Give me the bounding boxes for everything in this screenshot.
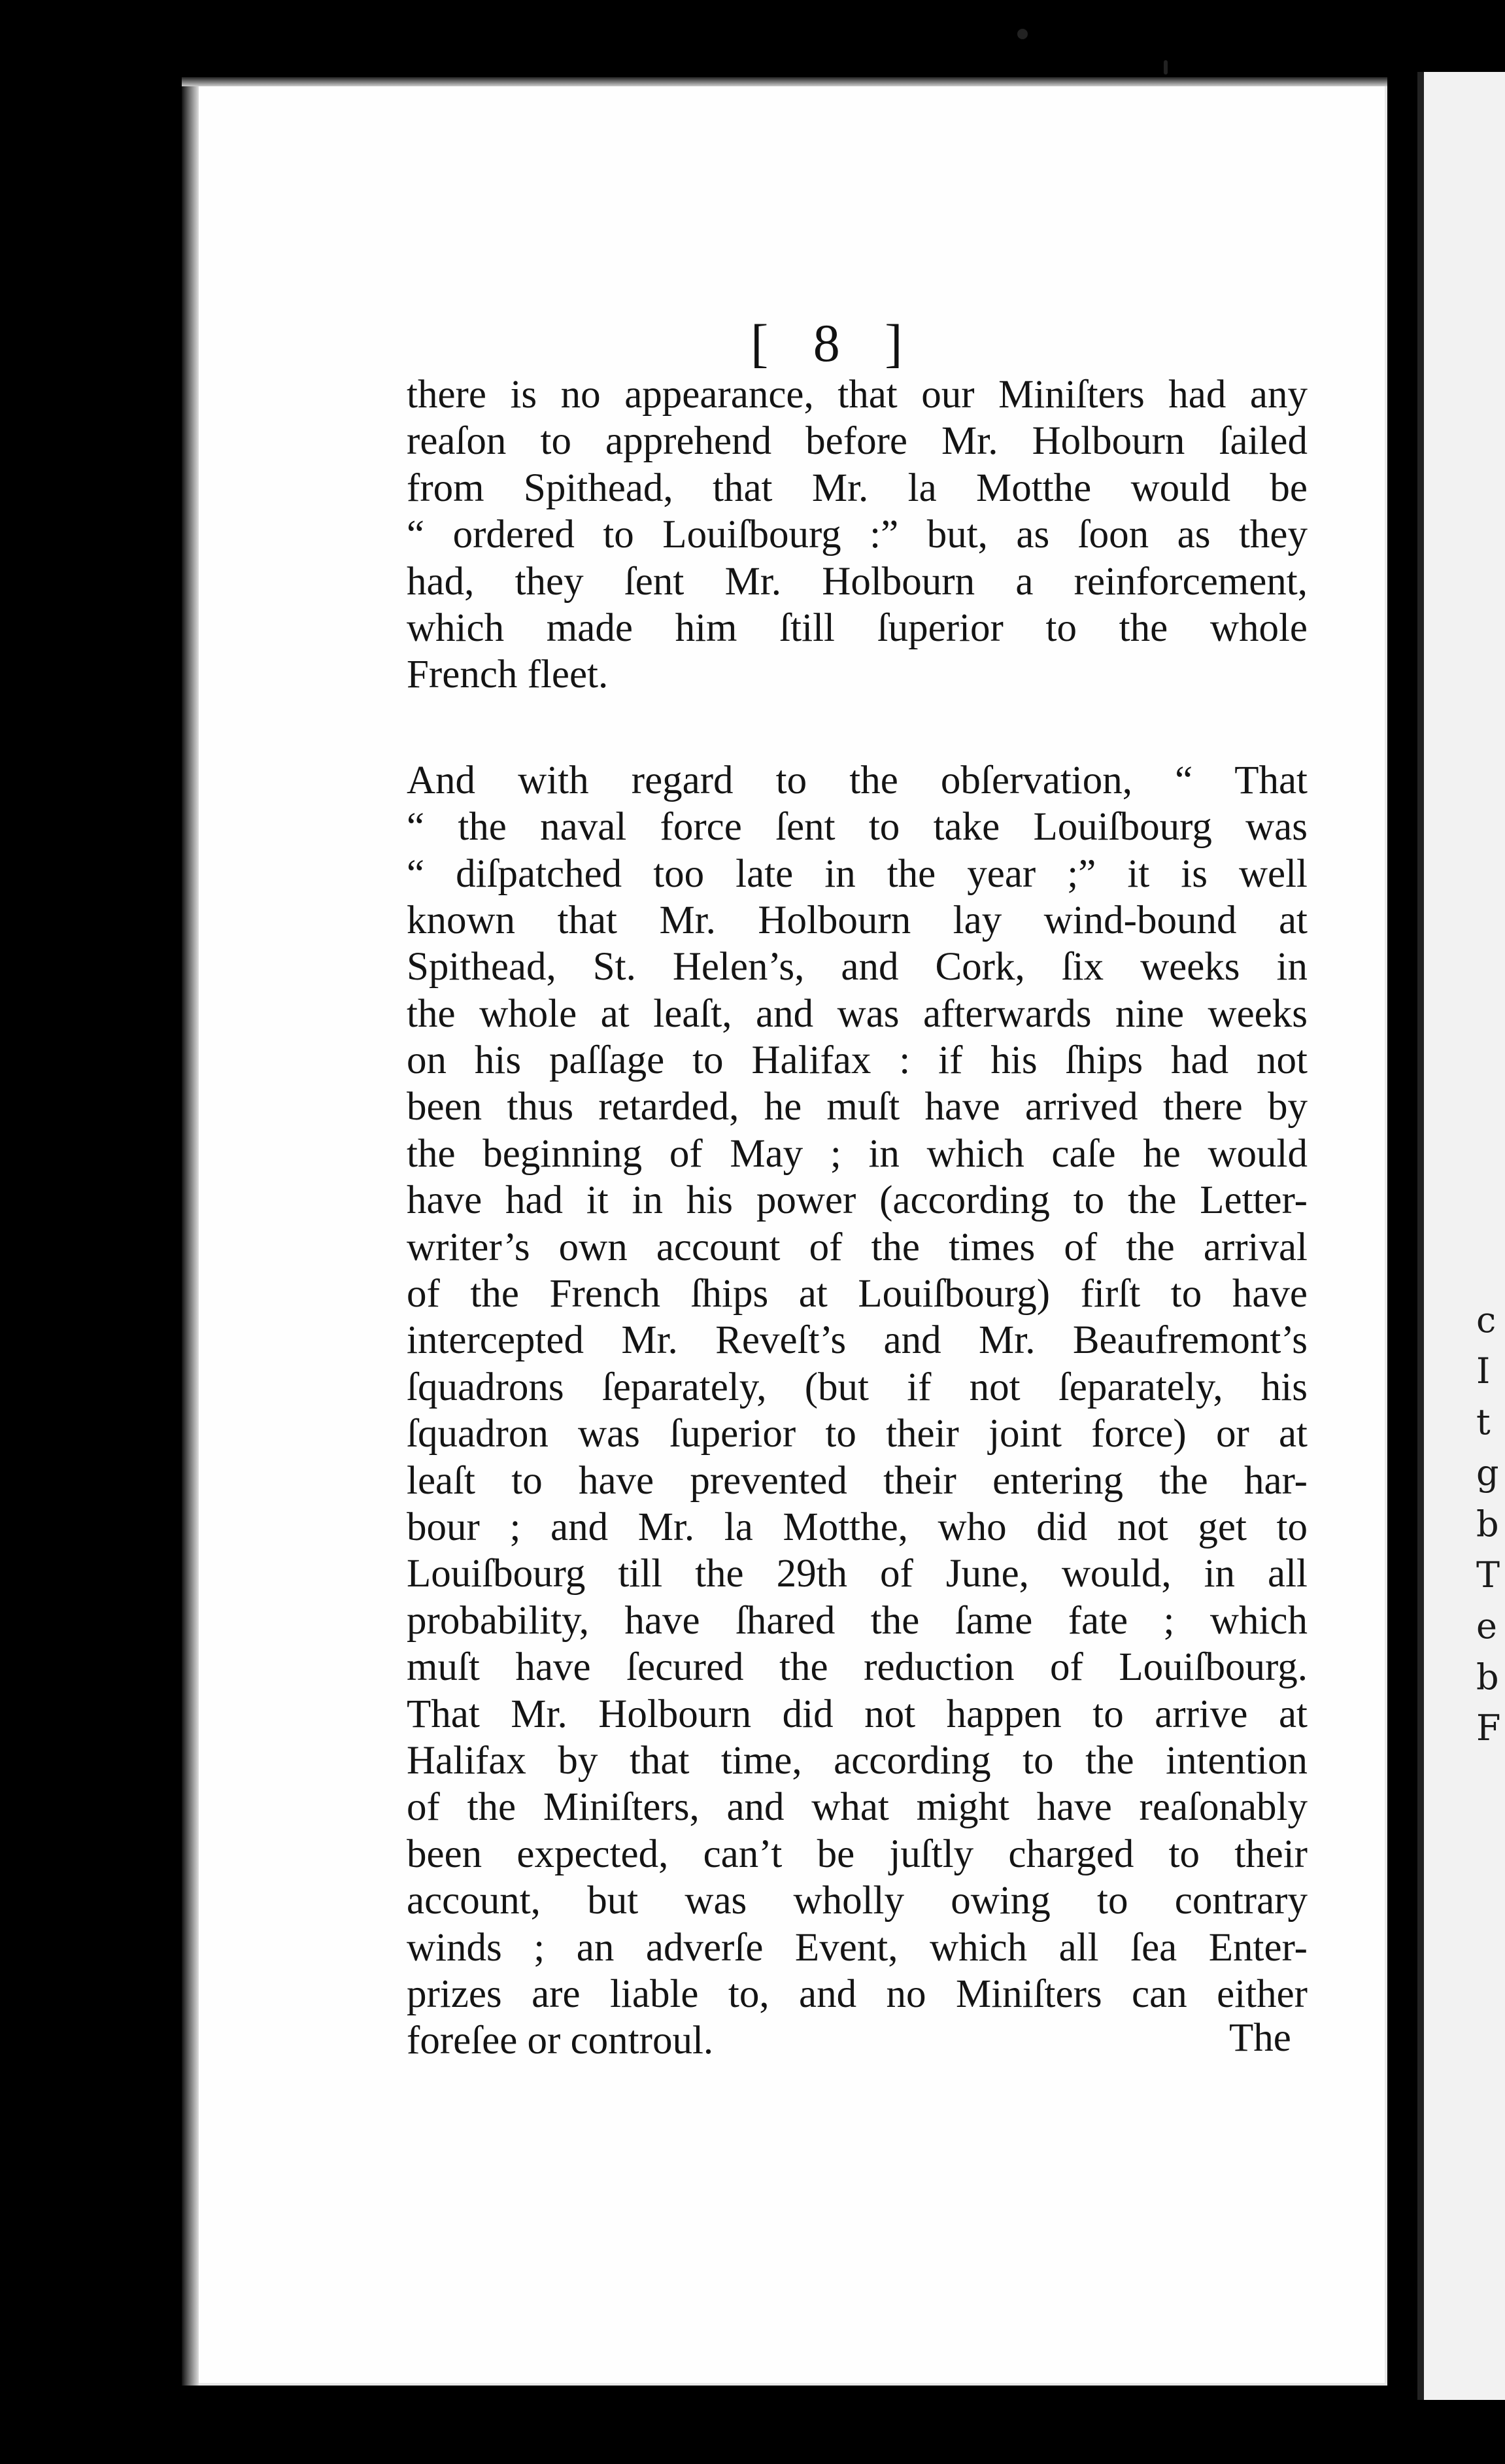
text-line: “ ordered to Louiſbourg :” but, as ſoon as they xyxy=(407,513,1308,557)
text-line: had, they ſent Mr. Holbourn a reinforcement, xyxy=(407,559,1308,604)
text-line: muſt have ſecured the reduction of Louiſbourg. xyxy=(407,1645,1308,1690)
text-line: foreſee or controul. xyxy=(407,2019,714,2063)
page-top-edge xyxy=(182,77,1387,86)
catchword: The xyxy=(1229,2016,1291,2060)
text-line: bour ; and Mr. la Motthe, who did not get to xyxy=(407,1505,1308,1549)
facing-page-glyph: T xyxy=(1476,1554,1500,1596)
facing-page-glyph: b xyxy=(1476,1503,1499,1545)
scan-speck xyxy=(1164,60,1168,75)
text-line: been thus retarded, he muſt have arrived there by xyxy=(407,1085,1308,1129)
body-text xyxy=(407,371,1308,2064)
text-line: reaſon to apprehend before Mr. Holbourn ſailed xyxy=(407,419,1308,464)
text-line: have had it in his power (according to the Letter- xyxy=(407,1178,1308,1223)
text-line: there is no appearance, that our Miniſters had any xyxy=(407,373,1308,417)
text-line: Halifax by that time, according to the intention xyxy=(407,1738,1308,1783)
facing-page-glyph: t xyxy=(1476,1401,1491,1443)
text-line: the beginning of May ; in which caſe he would xyxy=(407,1131,1308,1176)
text-line: French fleet. xyxy=(407,653,609,697)
paragraph-1 xyxy=(407,371,1308,698)
text-line: the whole at leaſt, and was afterwards nine weeks xyxy=(407,991,1308,1036)
facing-page-glyph: F xyxy=(1476,1707,1501,1749)
paragraph-2 xyxy=(407,757,1308,2064)
facing-page-glyph: g xyxy=(1476,1452,1499,1494)
text-line: winds ; an adverſe Event, which all ſea Enter- xyxy=(407,1925,1308,1970)
text-line: ſquadron was ſuperior to their joint force) or at xyxy=(407,1412,1308,1456)
paragraph-gap xyxy=(407,698,1308,757)
text-line: on his paſſage to Halifax : if his ſhips had not xyxy=(407,1038,1308,1083)
text-line: ſquadrons ſeparately, (but if not ſeparately, his xyxy=(407,1365,1308,1409)
page-gutter-shadow xyxy=(182,77,199,2386)
text-line: which made him ſtill ſuperior to the whole xyxy=(407,606,1308,650)
text-line: known that Mr. Holbourn lay wind-bound at xyxy=(407,898,1308,942)
text-line: Spithead, St. Helen’s, and Cork, ſix weeks in xyxy=(407,945,1308,989)
facing-page-glyph: b xyxy=(1476,1656,1499,1698)
facing-page-edge xyxy=(1417,72,1505,2400)
text-line: And with regard to the obſervation, “ That xyxy=(407,758,1308,802)
facing-page-glyph: I xyxy=(1476,1350,1491,1392)
text-line: been expected, can’t be juſtly charged to their xyxy=(407,1832,1308,1876)
text-line: “ diſpatched too late in the year ;” it is well xyxy=(407,851,1308,896)
page-number: [ 8 ] xyxy=(751,313,919,373)
text-line: account, but was wholly owing to contrary xyxy=(407,1879,1308,1923)
text-line: leaſt to have prevented their entering the har- xyxy=(407,1458,1308,1503)
scan-speck xyxy=(1017,29,1028,39)
text-line: from Spithead, that Mr. la Motthe would be xyxy=(407,466,1308,510)
text-line: intercepted Mr. Reveſt’s and Mr. Beaufremont’s xyxy=(407,1318,1308,1363)
text-line: probability, have ſhared the ſame fate ; which xyxy=(407,1598,1308,1643)
text-line: “ the naval force ſent to take Louiſbourg was xyxy=(407,805,1308,849)
text-line: Louiſbourg till the 29th of June, would, in all xyxy=(407,1552,1308,1596)
text-line: of the French ſhips at Louiſbourg) firſt to have xyxy=(407,1272,1308,1316)
text-line: prizes are liable to, and no Miniſters can either xyxy=(407,1972,1308,2016)
text-line: writer’s own account of the times of the arrival xyxy=(407,1225,1308,1269)
facing-page-glyphs xyxy=(1476,1295,1505,1754)
facing-page-glyph: c xyxy=(1476,1299,1497,1341)
text-line: of the Miniſters, and what might have reaſonably xyxy=(407,1785,1308,1830)
text-line: That Mr. Holbourn did not happen to arrive at xyxy=(407,1692,1308,1736)
facing-page-glyph: e xyxy=(1476,1605,1497,1647)
